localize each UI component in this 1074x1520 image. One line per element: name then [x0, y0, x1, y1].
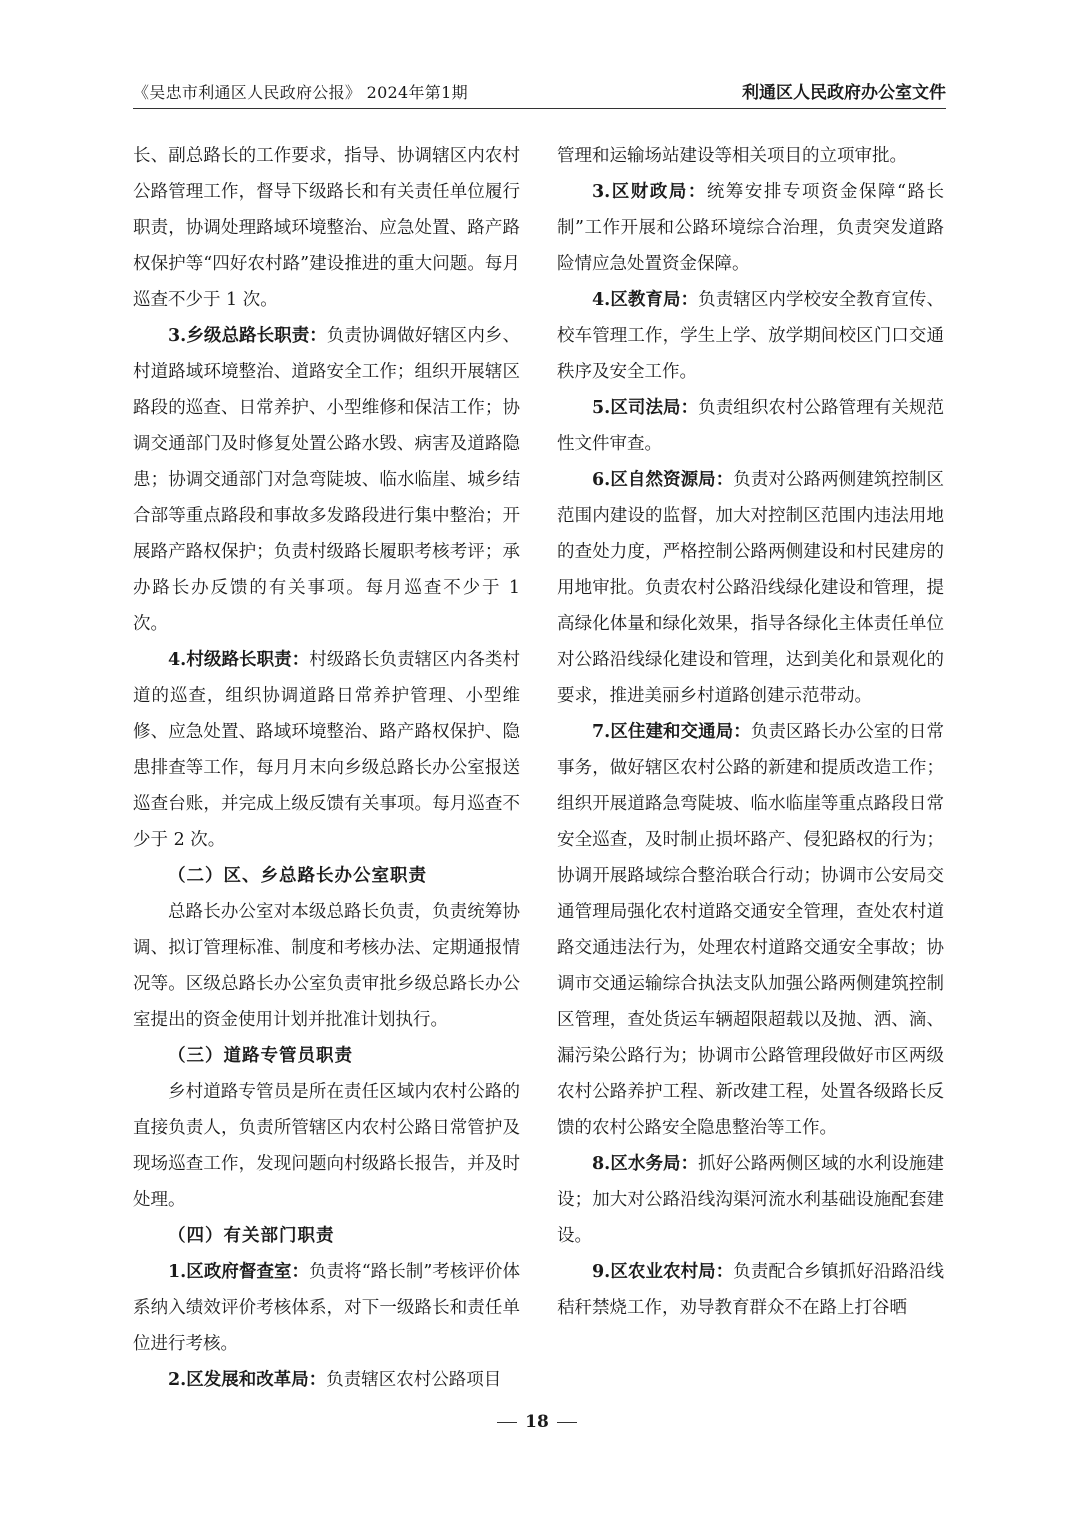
paragraph — [557, 462, 944, 714]
page-header — [133, 78, 946, 109]
paragraph — [557, 1254, 944, 1326]
paragraph-lead: 3.区财政局： — [592, 182, 707, 202]
left-column — [133, 138, 520, 1398]
paragraph-text: 长、副总路长的工作要求，指导、协调辖区内农村公路管理工作，督导下级路长和有关责任单位履行职责，协调处理路域环境整治、应急处置、路产路权保护等“四好农村路”建设推进的重大问题。每月巡查不少于 1 次。 — [133, 146, 520, 310]
paragraph-text: 负责对公路两侧建筑控制区范围内建设的监督，加大对控制区范围内违法用地的查处力度，严格控制公路两侧建设和村民建房的用地审批。负责农村公路沿线绿化建设和管理，提高绿化体量和绿化效果，指导各绿化主体责任单位对公路沿线绿化建设和管理，达到美化和景观化的要求，推进美丽乡村道路创建示范带动。 — [557, 470, 945, 706]
paragraph — [557, 1146, 944, 1254]
paragraph-lead: 1.区政府督查室： — [168, 1262, 310, 1282]
paragraph — [133, 642, 520, 858]
paragraph-text: 负责组织农村公路管理有关规范性文件审查。 — [557, 398, 944, 454]
publication-title: 《吴忠市利通区人民政府公报》 2024年第1期 — [133, 83, 468, 102]
section-heading — [133, 1038, 520, 1074]
paragraph-text: 村级路长负责辖区内各类村道的巡查，组织协调道路日常养护管理、小型维修、应急处置、路域环境整治、路产路权保护、隐患排查等工作，每月月末向乡级总路长办公室报送巡查台账，并完成上级反馈有关事项。每月巡查不少于 2 次。 — [133, 650, 521, 850]
paragraph — [133, 1362, 520, 1398]
paragraph — [133, 318, 520, 642]
page-footer — [0, 1412, 1074, 1432]
paragraph-lead: 7.区住建和交通局： — [592, 722, 751, 742]
paragraph-text: （二）区、乡总路长办公室职责 — [168, 866, 427, 886]
right-column — [557, 138, 944, 1326]
paragraph — [133, 1254, 520, 1362]
paragraph — [133, 138, 520, 318]
footer-dash-right — [557, 1422, 577, 1424]
paragraph — [557, 138, 944, 174]
document-source: 利通区人民政府办公室文件 — [742, 83, 946, 103]
paragraph-lead: 5.区司法局： — [592, 398, 699, 418]
paragraph-text: 负责配合乡镇抓好沿路沿线秸秆禁烧工作，劝导教育群众不在路上打谷晒 — [557, 1262, 945, 1318]
paragraph-text: 负责协调做好辖区内乡、村道路域环境整治、道路安全工作；组织开展辖区路段的巡查、日常养护、小型维修和保洁工作；协调交通部门及时修复处置公路水毁、病害及道路隐患；协调交通部门对急弯陡坡、临水临崖、城乡结合部等重点路段和事故多发路段进行集中整治；开展路产路权保护；负责村级路长履职考核考评；承办路长办反馈的有关事项。每月巡查不少于 1 次。 — [133, 326, 521, 634]
paragraph-text: 负责辖区内学校安全教育宣传、校车管理工作，学生上学、放学期间校区门口交通秩序及安全工作。 — [557, 290, 944, 382]
paragraph-lead: 3.乡级总路长职责： — [168, 326, 327, 346]
paragraph-lead: 6.区自然资源局： — [592, 470, 734, 490]
paragraph-text: 乡村道路专管员是所在责任区域内农村公路的直接负责人，负责所管辖区内农村公路日常管护及现场巡查工作，发现问题向村级路长报告，并及时处理。 — [133, 1082, 520, 1210]
footer-dash-left — [497, 1422, 517, 1424]
paragraph-lead: 9.区农业农村局： — [592, 1262, 734, 1282]
paragraph — [557, 390, 944, 462]
paragraph — [557, 174, 944, 282]
paragraph — [133, 1074, 520, 1218]
paragraph — [133, 894, 520, 1038]
paragraph-text: 负责将“路长制”考核评价体系纳入绩效评价考核体系，对下一级路长和责任单位进行考核。 — [133, 1262, 520, 1354]
paragraph-text: 负责区路长办公室的日常事务，做好辖区农村公路的新建和提质改造工作；组织开展道路急弯陡坡、临水临崖等重点路段日常安全巡查，及时制止损坏路产、侵犯路权的行为；协调开展路域综合整治联合行动；协调市公安局交通管理局强化农村道路交通安全管理，查处农村道路交通违法行为，处理农村道路交通安全事故；协调市交通运输综合执法支队加强公路两侧建筑控制区管理，查处货运车辆超限超载以及抛、洒、滴、漏污染公路行为；协调市公路管理段做好市区两级农村公路养护工程、新改建工程，处置各级路长反馈的农村公路安全隐患整治等工作。 — [557, 722, 945, 1138]
section-heading — [133, 1218, 520, 1254]
paragraph-text: （三）道路专管员职责 — [168, 1046, 353, 1066]
paragraph-text: 抓好公路两侧区域的水利设施建设；加大对公路沿线沟渠河流水利基础设施配套建设。 — [557, 1154, 944, 1246]
paragraph-text: 总路长办公室对本级总路长负责，负责统筹协调、拟订管理标准、制度和考核办法、定期通报情况等。区级总路长办公室负责审批乡级总路长办公室提出的资金使用计划并批准计划执行。 — [133, 902, 520, 1030]
paragraph-lead: 8.区水务局： — [592, 1154, 699, 1174]
paragraph-text: 统筹安排专项资金保障“路长制”工作开展和公路环境综合治理，负责突发道路险情应急处置资金保障。 — [557, 182, 944, 274]
paragraph-text: （四）有关部门职责 — [168, 1226, 335, 1246]
paragraph-lead: 2.区发展和改革局： — [168, 1370, 327, 1390]
paragraph-lead: 4.区教育局： — [592, 290, 699, 310]
paragraph-lead: 4.村级路长职责： — [168, 650, 310, 670]
paragraph-text: 管理和运输场站建设等相关项目的立项审批。 — [557, 146, 907, 166]
paragraph — [557, 282, 944, 390]
page-number: 18 — [525, 1412, 549, 1432]
section-heading — [133, 858, 520, 894]
paragraph-text: 负责辖区农村公路项目 — [326, 1370, 502, 1390]
paragraph — [557, 714, 944, 1146]
